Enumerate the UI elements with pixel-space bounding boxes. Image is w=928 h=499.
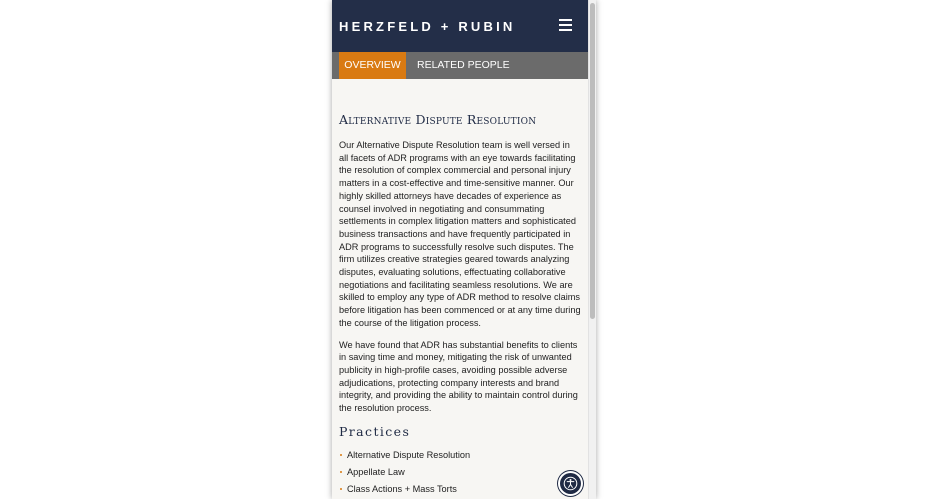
site-logo[interactable]: HERZFELD + RUBIN [339,19,516,34]
practice-link-adr[interactable]: Alternative Dispute Resolution [347,449,471,460]
overview-paragraph-2: We have found that ADR has substantial benefits to clients in saving time and money, mitigating the risk of unwanted publicity in high-profile cases, avoiding possible adverse adjudications, protecting company interests and brand integrity, and providing the ability to maintain control during the resolution process. [339,339,578,414]
practice-item [339,481,581,498]
bullet-icon [340,471,342,473]
mobile-viewport [332,0,596,499]
hamburger-menu-icon[interactable] [559,19,572,30]
scrollbar-thumb[interactable] [590,3,595,319]
practice-item [339,464,581,481]
practices-heading: Practices [339,423,411,439]
accessibility-icon [563,476,578,491]
practice-link-class-actions[interactable]: Class Actions + Mass Torts [347,483,457,494]
bullet-icon [340,488,342,490]
accessibility-button[interactable] [560,473,581,494]
practices-list [339,447,581,498]
practice-item [339,447,581,464]
site-header [332,0,588,52]
tab-bar [332,52,588,79]
practice-link-appellate[interactable]: Appellate Law [347,466,405,477]
bullet-icon [340,454,342,456]
overview-paragraph-1: Our Alternative Dispute Resolution team is well versed in all facets of ADR programs with an eye towards facilitating the resolution of complex commercial and personal injury matters in a cost-effective and time-sensitive manner. Our highly skilled attorneys have decades of experience as counsel involved in negotiating and consummating settlements in complex litigation matters and sophisticated business transactions and have frequently participated in ADR programs to successfully resolve such disputes. The firm utilizes creative strategies geared towards analyzing disputes, evaluating solutions, effectuating collaborative negotiations and facilitating seamless resolutions. We are skilled to employ any type of ADR method to resolve claims before litigation has been commenced or at any time during the course of the litigation process. [339,140,581,328]
page-title: Alternative Dispute Resolution [339,112,537,127]
tab-related-people[interactable]: RELATED PEOPLE [417,59,510,71]
vertical-scrollbar[interactable] [588,0,596,499]
main-content [339,112,581,498]
tab-overview[interactable]: OVERVIEW [339,52,406,79]
